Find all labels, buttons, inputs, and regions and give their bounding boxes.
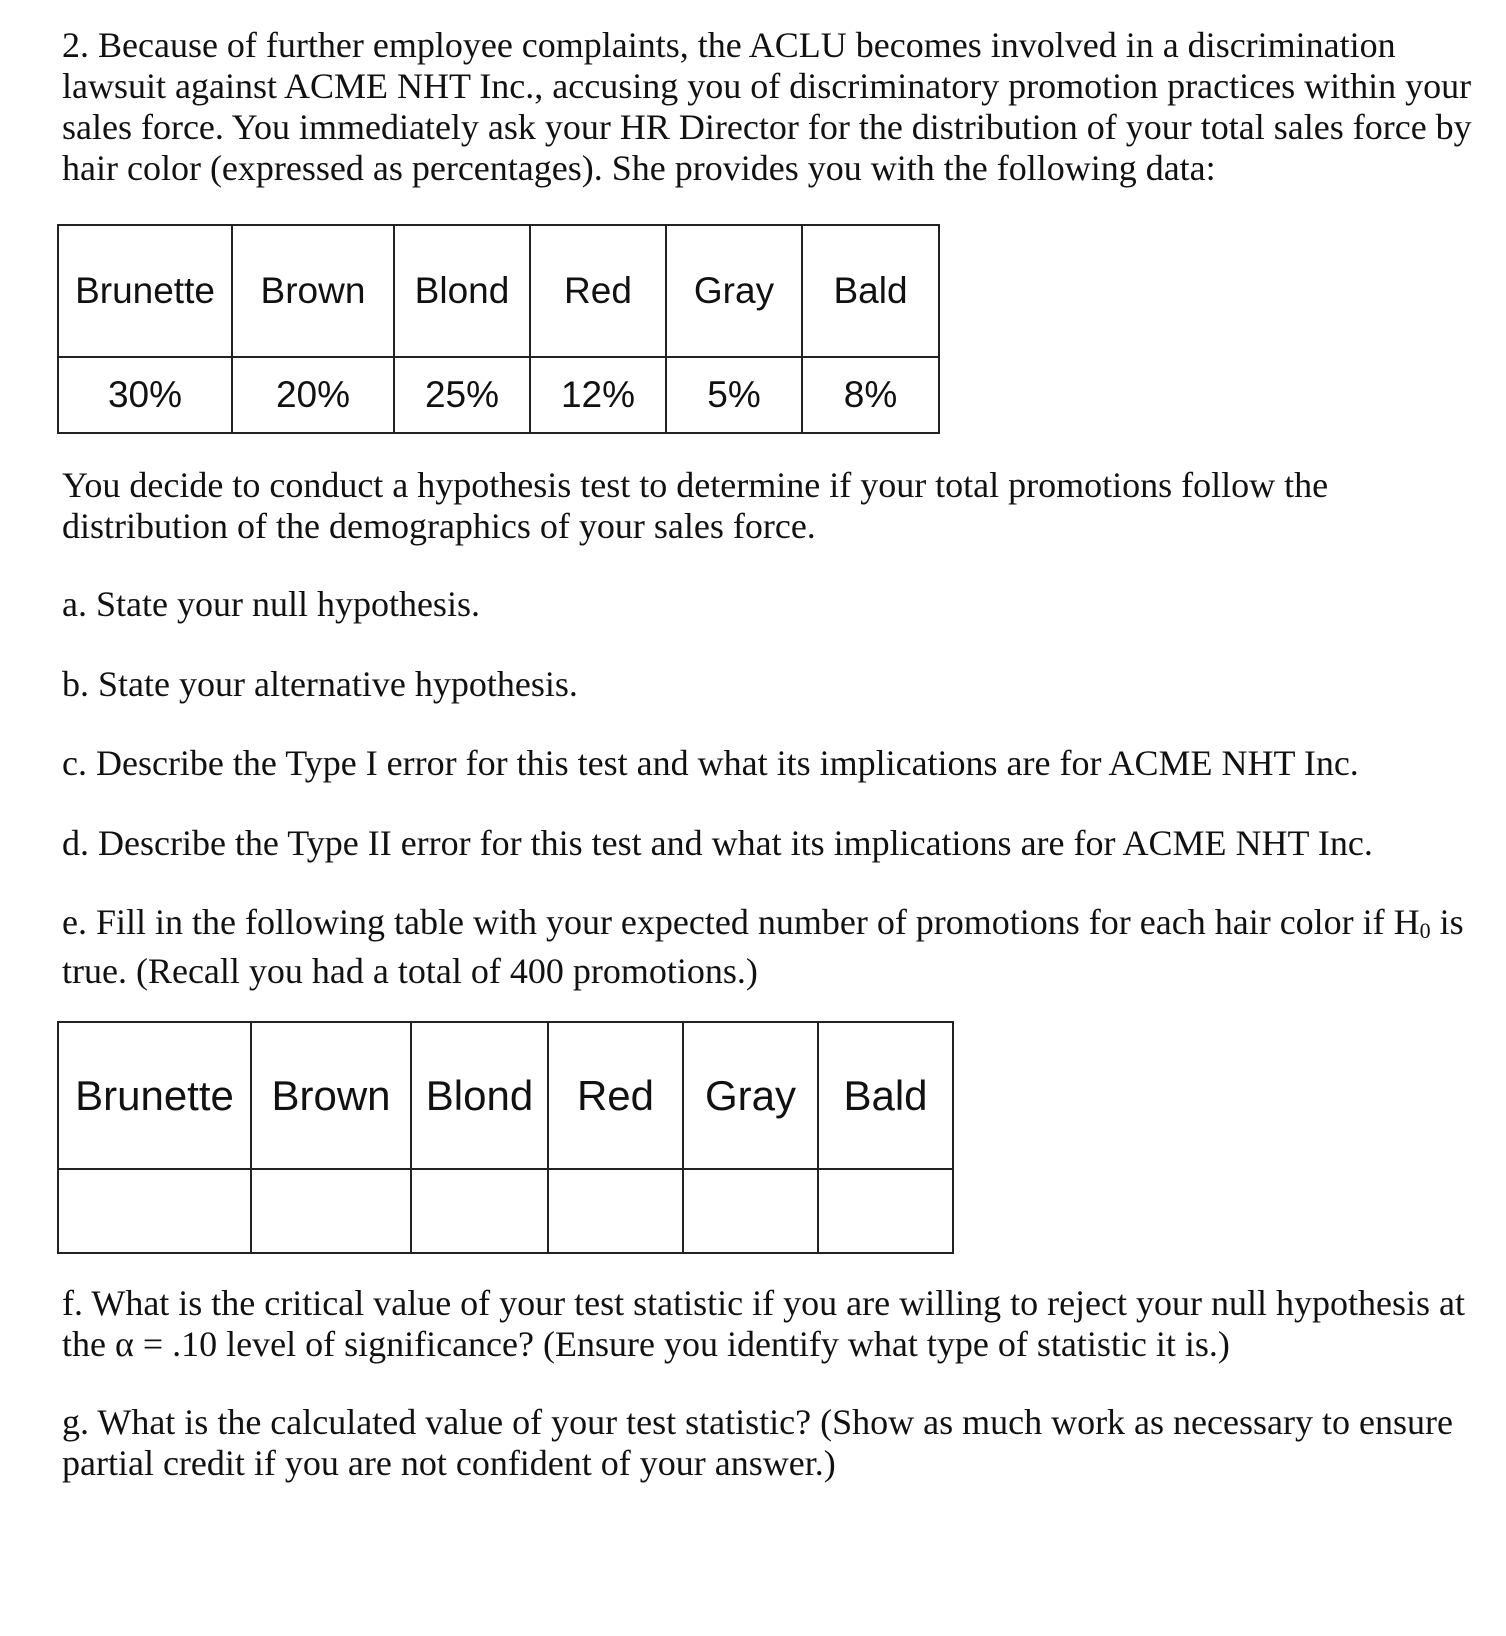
answer-cell-bald[interactable]	[818, 1169, 953, 1253]
question-a: a. State your null hypothesis.	[62, 584, 480, 624]
question-e-text-end: is true. (Recall you had a total of 400 promotions.)	[62, 902, 1464, 991]
header-bald: Bald	[802, 225, 939, 357]
header-brown: Brown	[251, 1022, 411, 1169]
question-b: b. State your alternative hypothesis.	[62, 664, 578, 704]
table-header-row	[58, 225, 939, 357]
header-bald: Bald	[818, 1022, 953, 1169]
value-blond: 25%	[394, 357, 530, 433]
value-bald: 8%	[802, 357, 939, 433]
value-brown: 20%	[232, 357, 394, 433]
table-header-row	[58, 1022, 953, 1169]
answer-cell-blond[interactable]	[411, 1169, 548, 1253]
h0-subscript: 0	[1419, 918, 1431, 943]
question-e-text: e. Fill in the following table with your expected number of promotions for each hair color if H	[62, 902, 1420, 942]
header-gray: Gray	[666, 225, 802, 357]
header-gray: Gray	[683, 1022, 818, 1169]
answer-row	[58, 1169, 953, 1253]
answer-cell-gray[interactable]	[683, 1169, 818, 1253]
answer-cell-brunette[interactable]	[58, 1169, 251, 1253]
header-brunette: Brunette	[58, 1022, 251, 1169]
header-brunette: Brunette	[58, 225, 232, 357]
test-intro: You decide to conduct a hypothesis test to determine if your total promotions follow the distribution of the demographics of your sales force.	[62, 465, 1329, 546]
header-blond: Blond	[411, 1022, 548, 1169]
question-d: d. Describe the Type II error for this test and what its implications are for ACME NHT Inc.	[62, 823, 1373, 863]
header-brown: Brown	[232, 225, 394, 357]
value-gray: 5%	[666, 357, 802, 433]
header-red: Red	[530, 225, 666, 357]
hair-color-distribution-table	[57, 224, 940, 434]
expected-promotions-table	[57, 1021, 954, 1254]
value-brunette: 30%	[58, 357, 232, 433]
answer-cell-brown[interactable]	[251, 1169, 411, 1253]
question-c: c. Describe the Type I error for this test and what its implications are for ACME NHT Inc.	[62, 743, 1359, 783]
question-f: f. What is the critical value of your test statistic if you are willing to reject your null hypothesis at the α = .10 level of significance? (Ensure you identify what type of statistic it is.)	[62, 1283, 1465, 1364]
header-red: Red	[548, 1022, 683, 1169]
table-value-row	[58, 357, 939, 433]
value-red: 12%	[530, 357, 666, 433]
question-e	[62, 902, 1482, 992]
question-g: g. What is the calculated value of your test statistic? (Show as much work as necessary to ensure partial credit if you are not confident of your answer.)	[62, 1402, 1453, 1483]
header-blond: Blond	[394, 225, 530, 357]
answer-cell-red[interactable]	[548, 1169, 683, 1253]
question-intro: 2. Because of further employee complaints, the ACLU becomes involved in a discrimination lawsuit against ACME NHT Inc., accusing you of discriminatory promotion practices within your sales force. You immediately ask your HR Director for the distribution of your total sales force by hair color (expressed as percentages). She provides you with the following data:	[62, 25, 1472, 188]
